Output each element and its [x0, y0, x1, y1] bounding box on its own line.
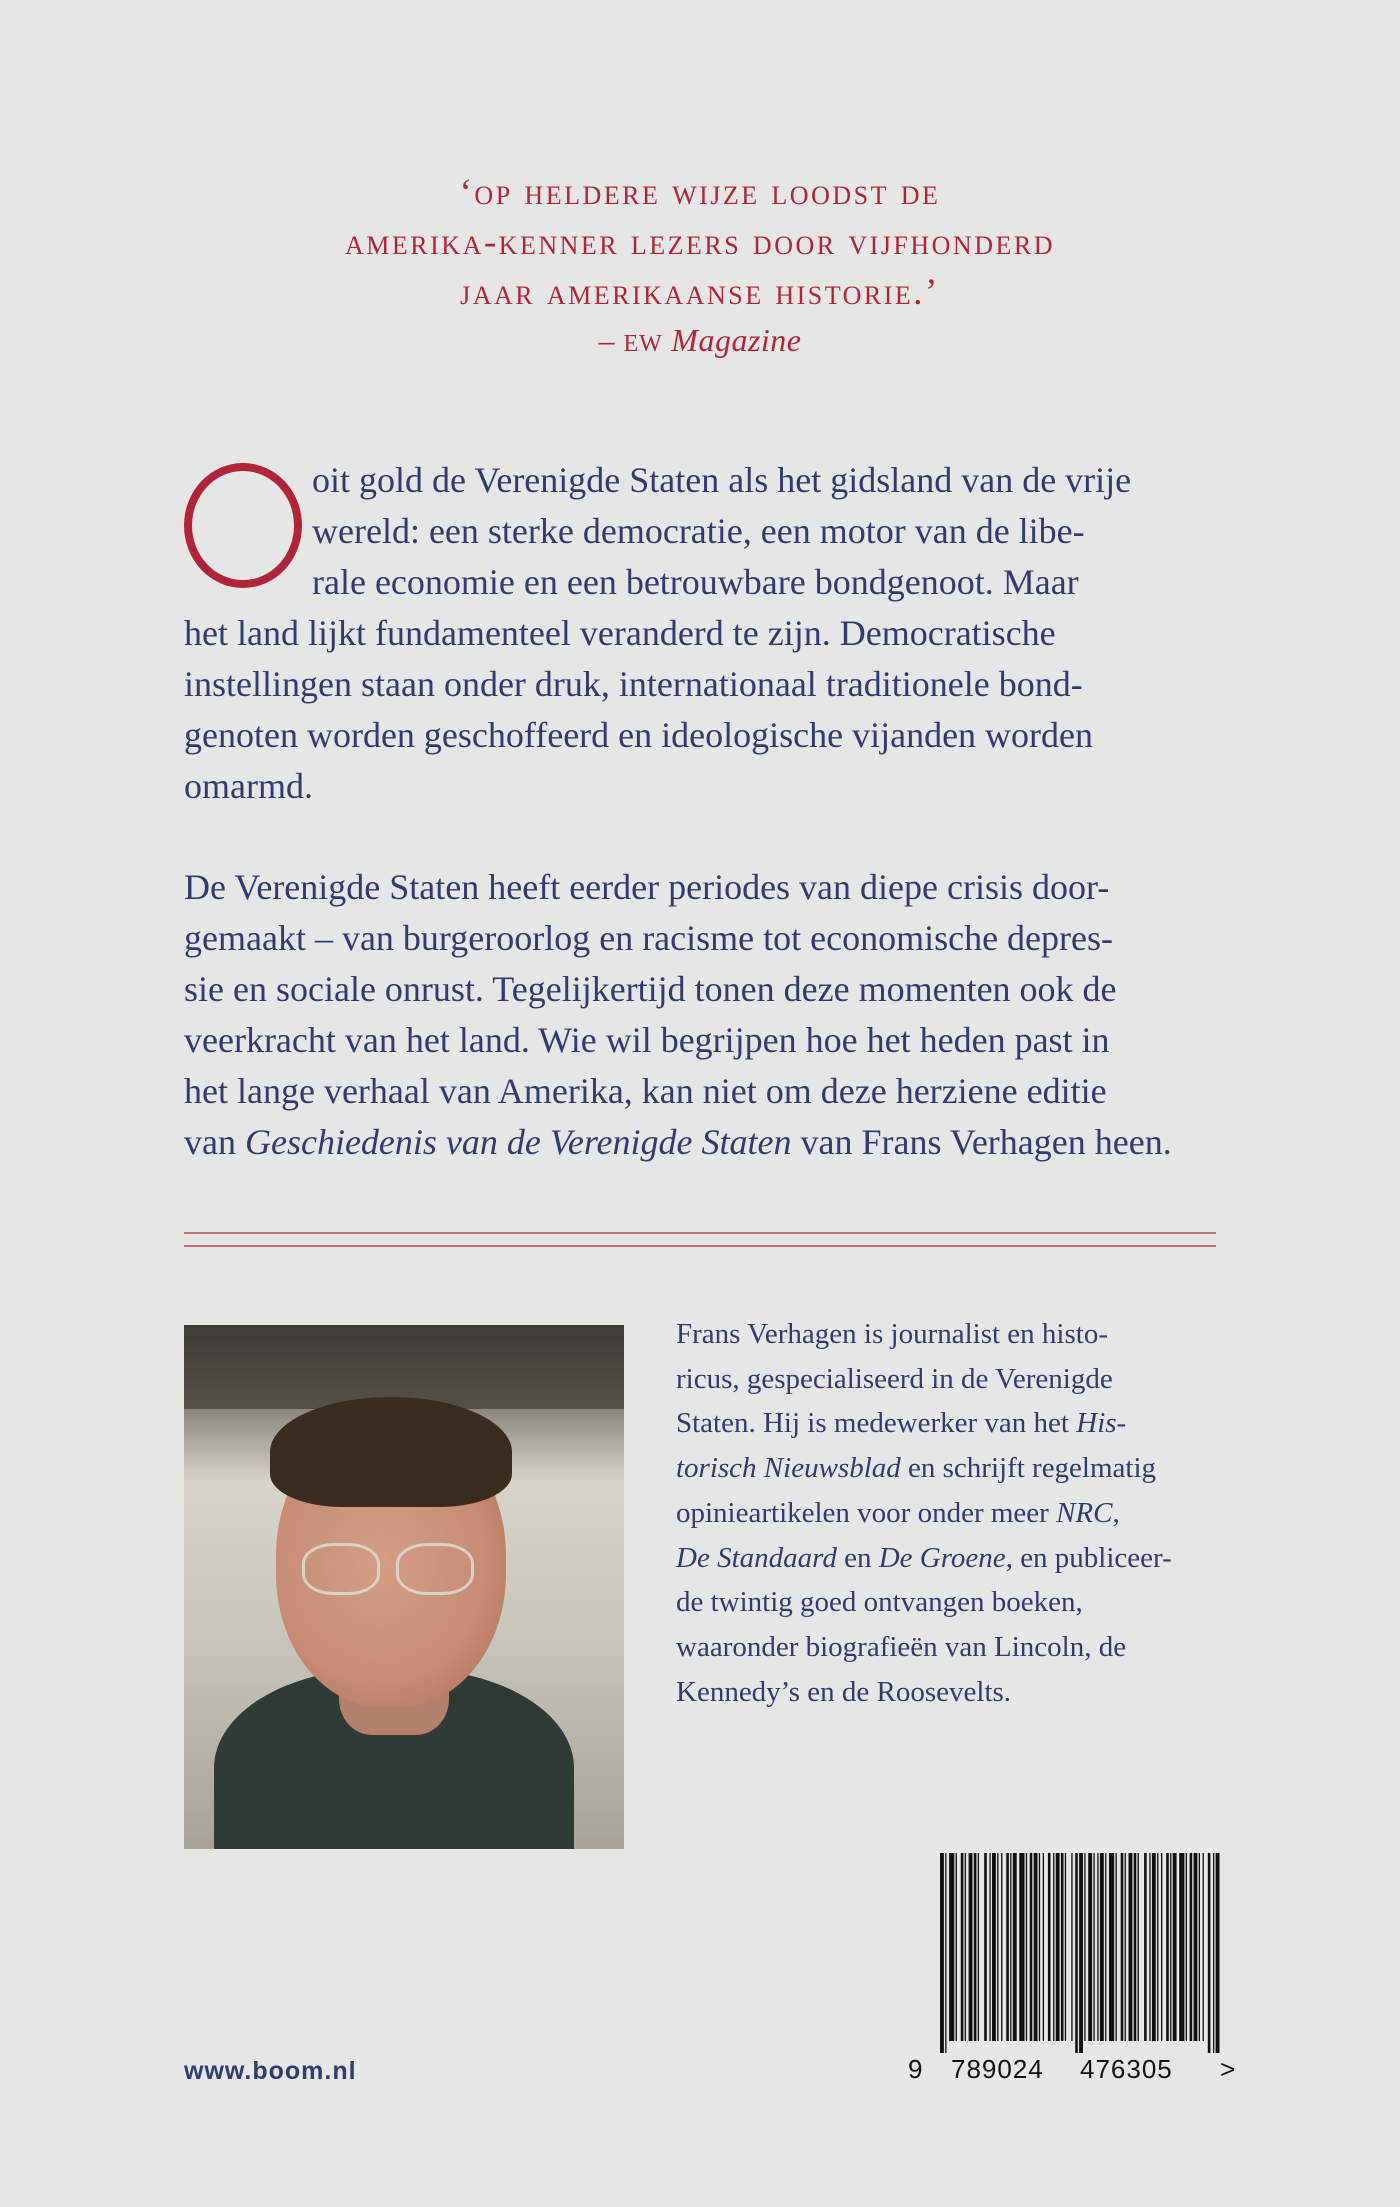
- barcode-bar: [949, 1853, 954, 2041]
- barcode-bar: [1166, 1853, 1169, 2041]
- barcode-bar: [1203, 1853, 1204, 2041]
- barcode-bar: [1019, 1853, 1024, 2041]
- paragraph-line: omarmd.: [184, 766, 313, 806]
- barcode-bar: [1186, 1853, 1187, 2041]
- isbn-group-2: 476305: [1080, 2054, 1173, 2084]
- quote-line-2: amerika-kenner lezers door vijfhonderd: [345, 222, 1055, 263]
- barcode-bar: [1125, 1853, 1126, 2041]
- barcode-bar: [1152, 1853, 1156, 2041]
- quote-line-1: ‘op heldere wijze loodst de: [459, 172, 941, 213]
- barcode-bar: [1097, 1853, 1098, 2041]
- barcode-bar: [1179, 1853, 1184, 2041]
- barcode-bar: [1121, 1853, 1124, 2041]
- quote-source-magazine: Magazine: [662, 322, 802, 358]
- barcode-bar: [1190, 1853, 1193, 2041]
- barcode-bar: [978, 1853, 979, 2041]
- barcode-bar: [1010, 1853, 1011, 2041]
- barcode-bar: [1105, 1853, 1106, 2041]
- blurb-paragraph-1: [184, 455, 1216, 812]
- barcode-bar: [945, 1853, 946, 2053]
- publisher-website[interactable]: www.boom.nl: [184, 2057, 357, 2085]
- barcode-bar: [1149, 1853, 1150, 2041]
- paragraph-line: het lange verhaal van Amerika, kan niet om deze herziene editie: [184, 1071, 1107, 1111]
- book-title: Geschiedenis van de Verenigde Staten: [244, 1122, 792, 1162]
- author-bio: [676, 1312, 1224, 1714]
- photo-glasses-left: [302, 1543, 380, 1595]
- photo-glasses-right: [396, 1543, 474, 1595]
- paragraph-line: genoten worden geschoffeerd en ideologische vijanden worden: [184, 715, 1094, 755]
- barcode-bar: [989, 1853, 990, 2041]
- barcode-bar: [1199, 1853, 1200, 2041]
- text-run: ,: [1112, 1496, 1120, 1529]
- barcode-bar: [1043, 1853, 1044, 2041]
- author-photo: [184, 1325, 624, 1849]
- barcode-bar: [1216, 1853, 1220, 2053]
- quote-source-dash: –: [598, 322, 624, 358]
- text-run: van Frans Verhagen heen.: [791, 1122, 1172, 1162]
- barcode-bar: [1116, 1853, 1117, 2041]
- barcode-bar: [997, 1853, 998, 2041]
- barcode-bar: [1079, 1853, 1083, 2053]
- bio-line: [676, 1491, 1224, 1536]
- barcode-bar: [992, 1853, 996, 2041]
- bio-line: de twintig goed ontvangen boeken,: [676, 1586, 1083, 1619]
- barcode-bar: [1053, 1853, 1054, 2041]
- barcode-bar: [974, 1853, 977, 2041]
- quote-source: [0, 322, 1400, 359]
- paragraph-line: De Verenigde Staten heeft eerder periodes van diepe crisis door-: [184, 867, 1110, 907]
- text-run: van: [184, 1122, 245, 1162]
- barcode-bars: [940, 1853, 1220, 2053]
- barcode-bar: [1030, 1853, 1033, 2041]
- barcode-bar: [1075, 1853, 1078, 2053]
- paragraph-line: rale economie en een betrouwbare bondgenoot. Maar: [312, 562, 1079, 602]
- barcode-bar: [1093, 1853, 1094, 2041]
- barcode-bar: [984, 1853, 987, 2041]
- barcode-bar: [1134, 1853, 1137, 2041]
- barcode-bar: [1084, 1853, 1085, 2041]
- bio-line: [676, 1536, 1224, 1581]
- text-run: torisch Nieuwsblad: [676, 1452, 901, 1485]
- text-run: De Groene: [878, 1541, 1006, 1574]
- barcode-bar: [1129, 1853, 1133, 2041]
- isbn-first-digit: 9: [908, 2054, 924, 2084]
- barcode-bar: [940, 1853, 944, 2053]
- bio-line: ricus, gespecialiseerd in de Verenigde: [676, 1362, 1113, 1395]
- paragraph-line: gemaakt – van burgeroorlog en racisme tot economische depres-: [184, 918, 1114, 958]
- isbn-barcode: [940, 1853, 1220, 2071]
- barcode-bar: [1056, 1853, 1060, 2041]
- barcode-bar: [1144, 1853, 1147, 2041]
- text-run: en schrijft regelmatig: [900, 1452, 1157, 1485]
- text-run: opinieartikelen voor onder meer: [676, 1496, 1057, 1529]
- barcode-bar: [1109, 1853, 1114, 2041]
- paragraph-line: wereld: een sterke democratie, een motor van de libe-: [312, 511, 1085, 551]
- barcode-bar: [1138, 1853, 1139, 2041]
- paragraph-line: [184, 1117, 1216, 1168]
- barcode-bar: [1034, 1853, 1038, 2041]
- barcode-bar: [1048, 1853, 1051, 2041]
- barcode-bar: [1006, 1853, 1009, 2041]
- barcode-bar: [1173, 1853, 1177, 2041]
- barcode-bar: [1161, 1853, 1162, 2041]
- paragraph-line: instellingen staan onder druk, internationaal traditionele bond-: [184, 664, 1083, 704]
- bio-line: [676, 1401, 1224, 1446]
- text-run: NRC: [1056, 1496, 1113, 1529]
- bio-line: [676, 1446, 1224, 1491]
- barcode-bar: [1194, 1853, 1198, 2041]
- paragraph-line: het land lijkt fundamenteel veranderd te zijn. Democratische: [184, 613, 1056, 653]
- barcode-bar: [1065, 1853, 1066, 2041]
- text-run: Staten. Hij is medewerker van het: [676, 1407, 1077, 1440]
- bio-line: waaronder biografieën van Lincoln, de: [676, 1630, 1127, 1663]
- barcode-bar: [969, 1853, 973, 2041]
- barcode-bar: [1071, 1853, 1072, 2041]
- paragraph-line: sie en sociale onrust. Tegelijkertijd tonen deze momenten ook de: [184, 969, 1117, 1009]
- divider-rule-bottom: [184, 1245, 1216, 1247]
- barcode-bar: [956, 1853, 957, 2041]
- blurb-paragraph-2: [184, 862, 1216, 1168]
- barcode-bar: [1039, 1853, 1040, 2041]
- isbn-group-1: 789024: [951, 2054, 1044, 2084]
- text-run: De Standaard: [676, 1541, 837, 1574]
- barcode-bar: [1001, 1853, 1002, 2041]
- barcode-bar: [1100, 1853, 1104, 2041]
- quote-line-3: jaar amerikaanse historie.’: [460, 272, 940, 313]
- text-run: , en publiceer-: [1005, 1541, 1172, 1574]
- paragraph-line: veerkracht van het land. Wie wil begrijpen hoe het heden past in: [184, 1020, 1110, 1060]
- barcode-bar: [961, 1853, 964, 2041]
- isbn-marker: >: [1220, 2054, 1237, 2084]
- text-run: en: [836, 1541, 879, 1574]
- barcode-bar: [1013, 1853, 1017, 2041]
- photo-hair: [270, 1397, 512, 1507]
- bio-line: Frans Verhagen is journalist en histo-: [676, 1318, 1108, 1350]
- barcode-bar: [1170, 1853, 1171, 2041]
- barcode-bar: [1157, 1853, 1158, 2041]
- barcode-bar: [965, 1853, 966, 2041]
- quote-block: [0, 168, 1400, 359]
- barcode-bar: [1061, 1853, 1064, 2041]
- quote-source-ew: EW: [623, 331, 663, 357]
- bio-line: Kennedy’s en de Roosevelts.: [676, 1675, 1012, 1708]
- barcode-bar: [1026, 1853, 1027, 2041]
- barcode-bar: [1213, 1853, 1214, 2053]
- text-run: His-: [1076, 1407, 1127, 1440]
- barcode-bar: [1208, 1853, 1211, 2053]
- barcode-bar: [1088, 1853, 1092, 2041]
- divider-rule-top: [184, 1232, 1216, 1234]
- paragraph-line: oit gold de Verenigde Staten als het gidsland van de vrije: [312, 460, 1132, 500]
